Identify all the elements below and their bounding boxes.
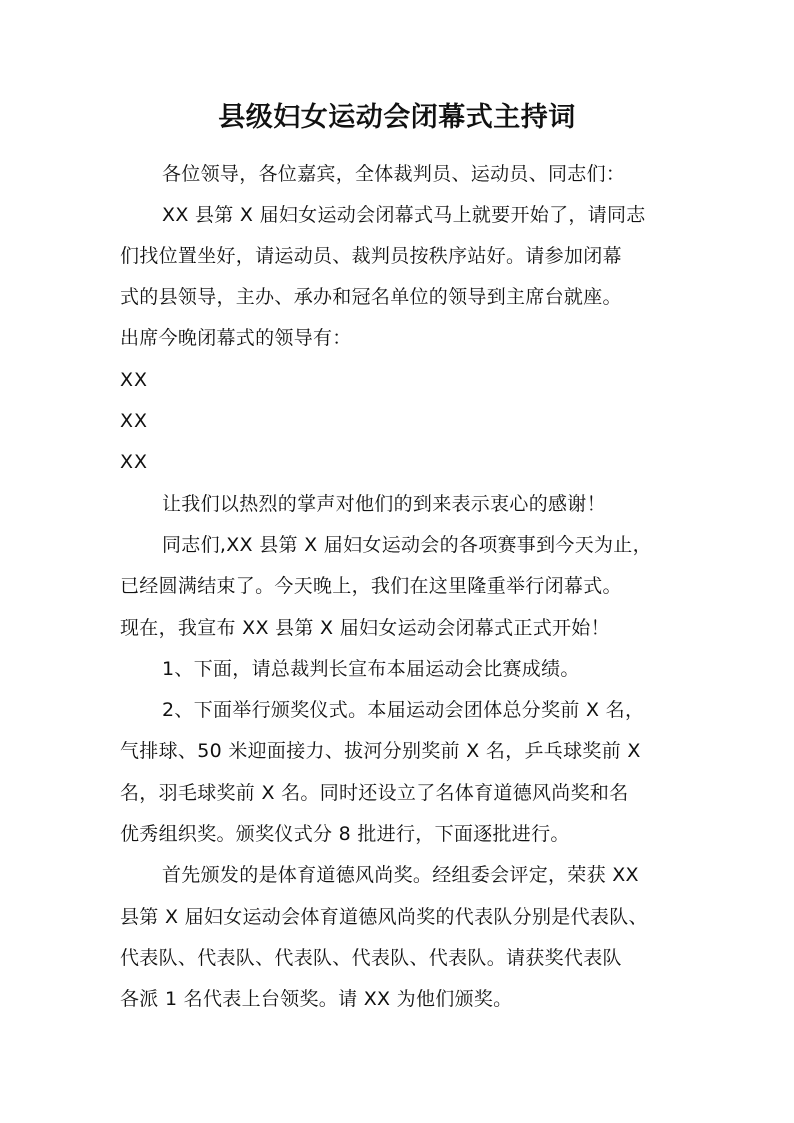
paragraph-line: 名，羽毛球奖前 X 名。同时还设立了名体育道德风尚奖和名 bbox=[120, 782, 629, 804]
paragraph-line: 县第 X 届妇女运动会体育道德风尚奖的代表队分别是代表队、 bbox=[120, 906, 648, 928]
paragraph-line: 已经圆满结束了。今天晚上，我们在这里隆重举行闭幕式。 bbox=[120, 575, 622, 597]
paragraph-line: 2、下面举行颁奖仪式。本届运动会团体总分奖前 X 名， bbox=[162, 699, 645, 721]
paragraph-line: 各位领导，各位嘉宾，全体裁判员、运动员、同志们： bbox=[162, 163, 626, 185]
leader-name: XX bbox=[120, 369, 149, 391]
paragraph-line: 代表队、代表队、代表队、代表队、代表队。请获奖代表队 bbox=[120, 947, 622, 969]
paragraph-line: 同志们,XX 县第 X 届妇女运动会的各项赛事到今天为止， bbox=[162, 534, 652, 556]
paragraph-line: XX 县第 X 届妇女运动会闭幕式马上就要开始了，请同志 bbox=[162, 204, 646, 226]
document-title: 县级妇女运动会闭幕式主持词 bbox=[218, 102, 576, 133]
paragraph-line: 优秀组织奖。颁奖仪式分 8 批进行，下面逐批进行。 bbox=[120, 823, 570, 845]
leader-name: XX bbox=[120, 451, 149, 473]
paragraph-line: 们找位置坐好，请运动员、裁判员按秩序站好。请参加闭幕 bbox=[120, 245, 622, 267]
paragraph-line: 首先颁发的是体育道德风尚奖。经组委会评定，荣获 XX bbox=[162, 864, 639, 886]
paragraph-line: 1、下面，请总裁判长宣布本届运动会比赛成绩。 bbox=[162, 658, 580, 680]
paragraph-line: 气排球、50 米迎面接力、拔河分别奖前 X 名，乒乓球奖前 X bbox=[120, 740, 641, 762]
paragraph-line: 现在，我宣布 XX 县第 X 届妇女运动会闭幕式正式开始！ bbox=[120, 617, 610, 639]
paragraph-line: 让我们以热烈的掌声对他们的到来表示衷心的感谢！ bbox=[162, 493, 606, 515]
paragraph-line: 出席今晚闭幕式的领导有： bbox=[120, 327, 352, 349]
paragraph-line: 各派 1 名代表上台领奖。请 XX 为他们颁奖。 bbox=[120, 988, 513, 1010]
paragraph-line: 式的县领导，主办、承办和冠名单位的领导到主席台就座。 bbox=[120, 286, 622, 308]
leader-name: XX bbox=[120, 410, 149, 432]
